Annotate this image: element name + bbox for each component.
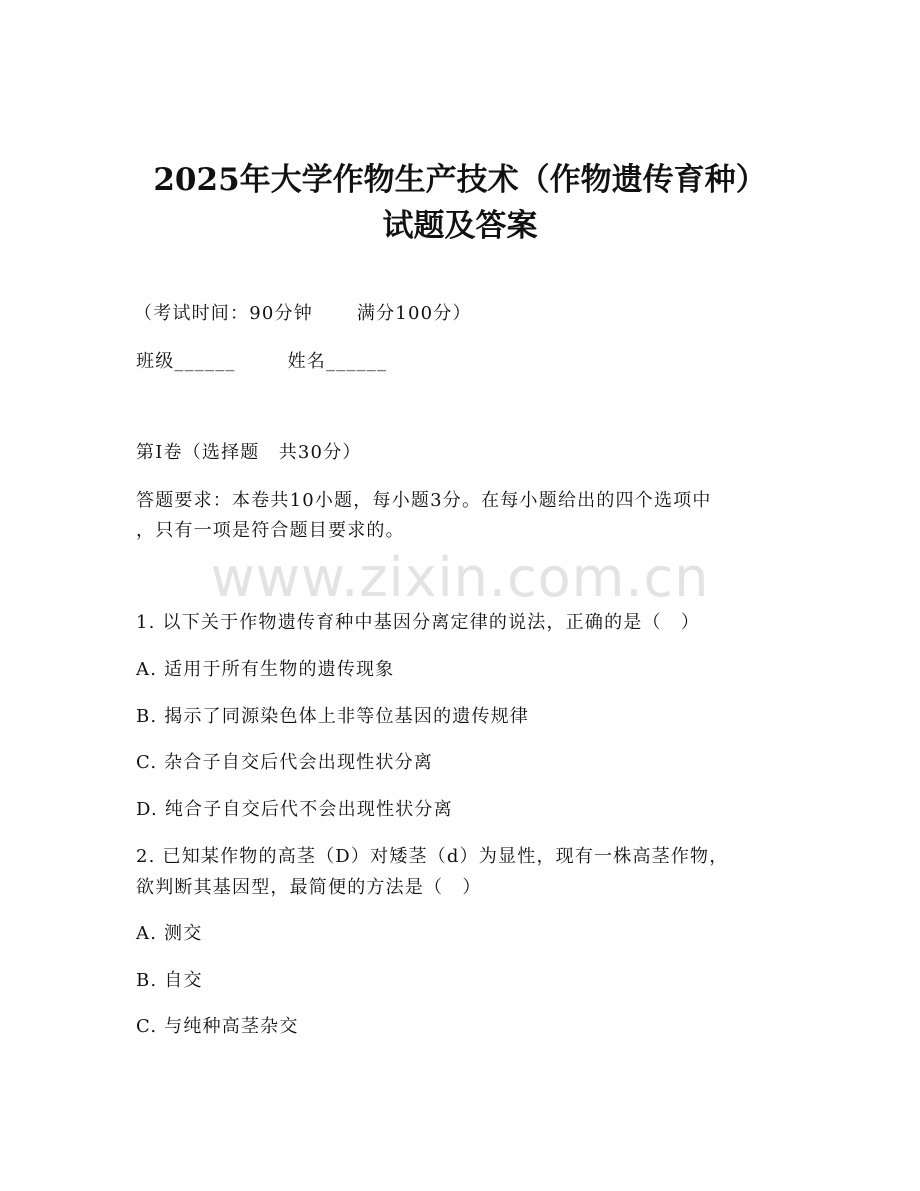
- question-2-stem-line1: 2. 已知某作物的高茎（D）对矮茎（d）为显性，现有一株高茎作物，: [136, 846, 729, 867]
- section-heading: 第Ⅰ卷（选择题 共30分）: [136, 442, 362, 463]
- question-1-option-d: D. 纯合子自交后代不会出现性状分离: [136, 799, 453, 820]
- exam-info: [134, 302, 472, 326]
- question-1-option-a: A. 适用于所有生物的遗传现象: [136, 659, 395, 680]
- question-1-option-b: B. 揭示了同源染色体上非等位基因的遗传规律: [136, 706, 530, 727]
- question-1-option-c: C. 杂合子自交后代会出现性状分离: [136, 752, 433, 773]
- document-title-line2: 试题及答案: [382, 208, 538, 244]
- question-1-stem: 1. 以下关于作物遗传育种中基因分离定律的说法，正确的是（ ）: [136, 612, 701, 633]
- exam-score: 满分100分）: [356, 303, 472, 324]
- question-2-option-c: C. 与纯种高茎杂交: [136, 1016, 299, 1037]
- student-fields: [136, 350, 387, 374]
- question-2-option-a: A. 测交: [136, 923, 203, 944]
- name-field: 姓名______: [287, 351, 388, 372]
- document-title-line1: 2025年大学作物生产技术（作物遗传育种）: [153, 162, 767, 198]
- instructions-line2: ，只有一项是符合题目要求的。: [136, 520, 405, 541]
- exam-time: （考试时间：90分钟: [134, 303, 313, 324]
- class-field: 班级______: [136, 351, 236, 372]
- instructions-line1: 答题要求：本卷共10小题，每小题3分。在每小题给出的四个选项中: [136, 490, 712, 511]
- question-2-option-b: B. 自交: [136, 970, 203, 991]
- question-2-stem-line2: 欲判断其基因型，最简便的方法是（ ）: [136, 877, 482, 898]
- watermark: www.zixin.com.cn: [210, 546, 710, 609]
